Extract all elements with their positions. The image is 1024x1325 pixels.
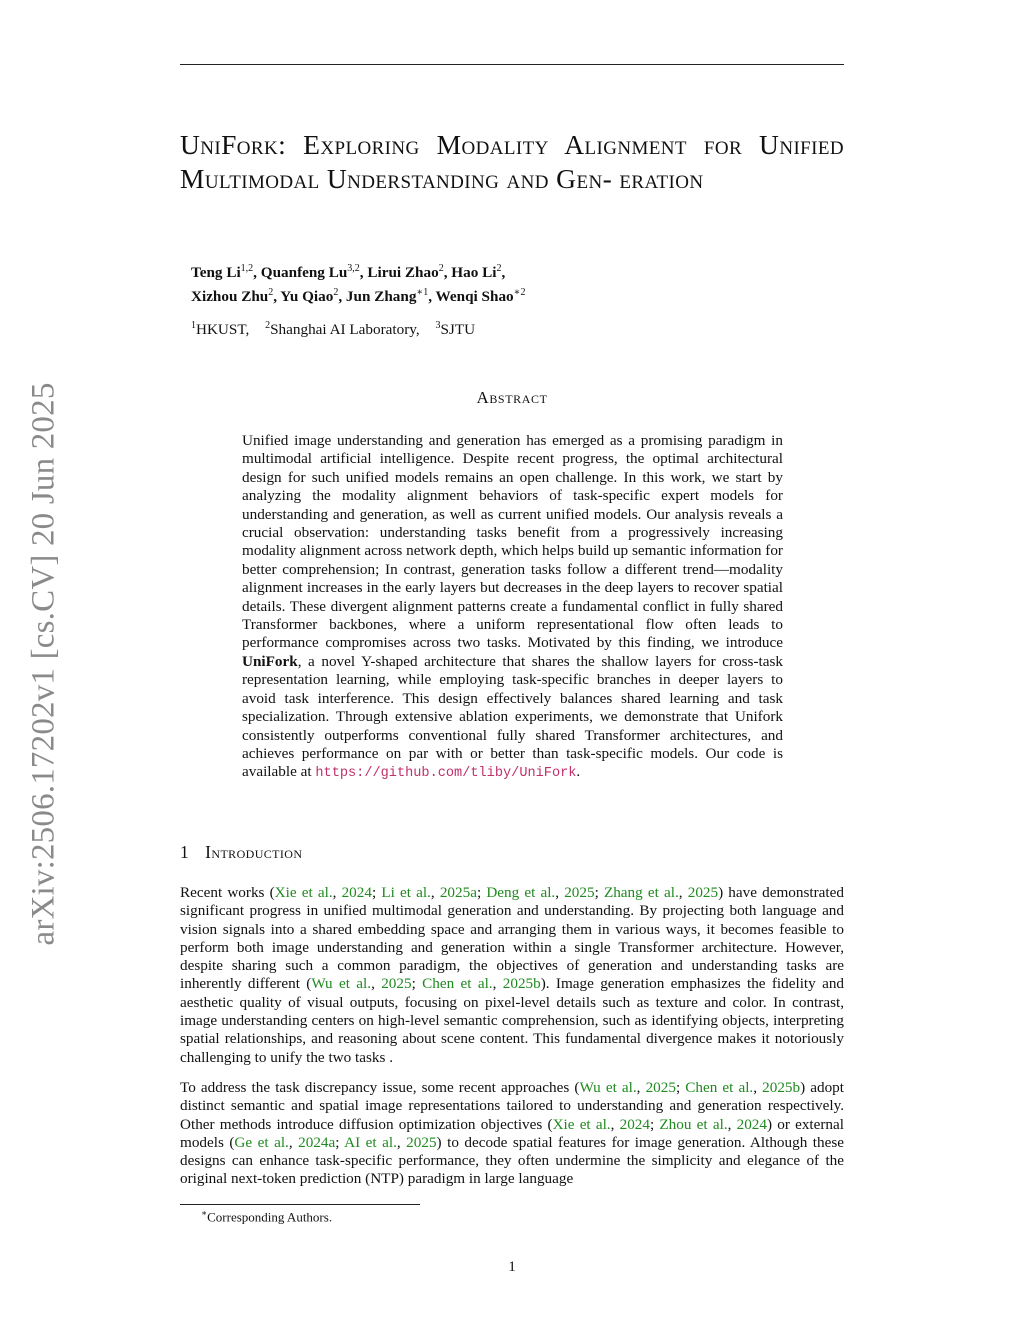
paragraph-text: ; [411, 975, 423, 993]
author-name: Xizhou Zhu [191, 288, 269, 306]
citation-link[interactable]: Xie et al. [552, 1115, 611, 1133]
citation-link[interactable]: 2024 [619, 1115, 650, 1133]
footnote-mark: ∗ [201, 1208, 208, 1218]
section-number: 1 [180, 842, 190, 862]
paragraph-text: , [610, 1115, 620, 1133]
paragraph-text: , [727, 1115, 737, 1133]
citation-link[interactable]: 2025 [564, 884, 595, 901]
paragraph-text: ) or external models ( [180, 1115, 844, 1151]
paragraph-text: ; [649, 1115, 660, 1133]
top-rule [180, 64, 844, 65]
abstract-text: Unified image understanding and generation has emerged as a promising paradigm in multimodal artificial intelligence. Despite recent progress, the optimal architectural design for such unified models remains an open challenge. In this work, we start by analyzing the modality alignment behaviors of task-specific expert models for understanding and generation, as well as current unified models. Our analysis reveals a crucial observation: understanding tasks benefit from a progressively increasing modality alignment across network depth, which helps build up semantic information for better comprehension; In contrast, generation tasks follow a different trend—modality alignment increases in the early layers but decreases in the deep layers to recover spatial details. These divergent alignment patterns create a fundamental conflict in fully shared Transformer backbones, where a uniform representational flow often leads to performance compromises across two tasks. Motivated by this finding, we introduce [242, 432, 783, 652]
author-affil-sup: 2 [333, 287, 339, 299]
citation-link[interactable]: 2025 [645, 1079, 676, 1096]
author-affil-sup: ∗2 [513, 287, 526, 299]
author-name: Hao Li [451, 264, 497, 282]
paragraph-text: , [396, 1133, 407, 1151]
paragraph-text: , [678, 884, 688, 901]
citation-link[interactable]: 2025b [762, 1079, 801, 1096]
affiliation: $^2$Shanghai AI Laboratory, [265, 320, 420, 339]
citation-link[interactable]: 2024a [298, 1133, 336, 1151]
affiliation: $^3$SJTU [435, 320, 476, 339]
paper-title-part1: UniFork: Exploring Modality Alignment for Unified Multimodal Understanding and Gen- [180, 129, 844, 194]
citation-link[interactable]: Zhou et al. [659, 1115, 728, 1133]
footnote [201, 1208, 332, 1225]
paragraph-text: ; [476, 884, 487, 901]
paragraph-text: , [288, 1133, 299, 1151]
footnote-text: Corresponding Authors. [207, 1209, 333, 1225]
model-name-bold: UniFork [242, 652, 298, 670]
paragraph-text: ) adopt distinct semantic and spatial image representations tailored to understanding and generation respectively. Other methods introduce diffusion optimization objectives ( [180, 1079, 844, 1133]
affiliation-list [191, 320, 487, 339]
paragraph-text: , [555, 884, 565, 901]
paragraph-text: , [636, 1079, 646, 1096]
author-name: Wenqi Shao [435, 288, 514, 306]
paragraph-text: , [371, 975, 382, 993]
author-name: Teng Li [191, 264, 241, 282]
author-name: Lirui Zhao [367, 264, 439, 282]
abstract-heading: Abstract [476, 388, 548, 407]
citation-link[interactable]: 2025 [687, 884, 719, 901]
citation-link[interactable]: Ge et al. [234, 1133, 289, 1151]
arxiv-stamp: arXiv:2506.17202v1 [cs.CV] 20 Jun 2025 [25, 382, 62, 946]
citation-link[interactable]: Chen et al. [685, 1079, 754, 1096]
intro-paragraph-1 [180, 884, 844, 1067]
paragraph-text: , [332, 884, 342, 901]
affiliation: $^1$HKUST, [191, 320, 250, 339]
author-list: Teng Li$^{1,2}$, Quanfeng Lu$^{3,2}$, Lirui Zhao$^2$, Hao Li$^2$, Xizhou Zhu$^2$, Yu Qiao$^2$, Jun Zhang$^{∗1}$, Wenqi Shao$^{∗2}$ [191, 263, 526, 306]
author-name: Quanfeng Lu [260, 264, 348, 282]
paper-title-part2: eration [619, 163, 704, 194]
paragraph-text: ; [371, 884, 382, 901]
citation-link[interactable]: 2025 [406, 1133, 437, 1151]
citation-link[interactable]: Xie et al. [274, 884, 333, 901]
intro-paragraph-2 [180, 1079, 844, 1189]
author-name: Jun Zhang [345, 288, 417, 306]
citation-link[interactable]: Wu et al. [579, 1079, 637, 1096]
paragraph-text: ). Image generation emphasizes the fidelity and aesthetic quality of visual outputs, focusing on pixel-level details such as texture and color. In contrast, image understanding centers on high-level semantic comprehension, such as identifying objects, interpreting spatial relationships, and reasoning about scene content. This fundamental divergence makes it notoriously challenging to unify the two tasks . [180, 975, 845, 1066]
page-number: 1 [508, 1258, 516, 1275]
citation-link[interactable]: 2024 [341, 884, 372, 901]
paragraph-text: ; [335, 1133, 345, 1151]
paragraph-text: To address the task discrepancy issue, some recent approaches ( [180, 1079, 580, 1096]
section-heading [180, 842, 302, 863]
citation-link[interactable]: 2025 [381, 975, 412, 993]
author-name: Yu Qiao [280, 288, 334, 306]
author-affil-sup: 2 [496, 263, 502, 274]
author-affil-sup: 2 [438, 263, 444, 274]
code-link[interactable]: https://github.com/tliby/UniFork [315, 766, 577, 782]
paragraph-text: ) to decode spatial features for image generation. Although these designs can enhance task-specific performance, they often undermine the simplicity and elegance of the original next-token prediction (NTP) paradigm in large language [180, 1133, 844, 1188]
citation-link[interactable]: 2025b [502, 975, 541, 993]
section-title: Introduction [205, 842, 303, 862]
paper-title [180, 128, 844, 196]
paragraph-text: ; [675, 1079, 686, 1096]
author-affil-sup: ∗1 [416, 287, 429, 299]
footnote-rule [180, 1204, 420, 1205]
paragraph-text: , [492, 975, 503, 993]
paragraph-text: Recent works ( [180, 884, 275, 901]
author-affil-sup: 1,2 [240, 263, 254, 274]
citation-link[interactable]: 2025a [439, 884, 477, 901]
paragraph-text: ; [594, 884, 604, 901]
citation-link[interactable]: Wu et al. [311, 975, 372, 993]
abstract-body: Unified image understanding and generation has emerged as a promising paradigm in multimodal artificial intelligence. Despite recent progress, the optimal architectural design for such unified models remains an open challenge. In this work, we start by analyzing the modality alignment behaviors of task-specific expert models for understanding and generation, as well as current unified models. Our analysis reveals a crucial observation: understanding tasks benefit from a progressively increasing modality alignment across network depth, which helps build up semantic information for better comprehension; In contrast, generation tasks follow a different trend—modality alignment increases in the early layers but decreases in the deep layers to recover spatial details. These divergent alignment patterns create a fundamental conflict in fully shared Transformer backbones, where a uniform representational flow often leads to performance compromises across two tasks. Motivated by this finding, we introduce UniFork, a novel Y-shaped architecture that shares the shallow layers for cross-task representation learning, while employing task-specific branches in deeper layers to avoid task interference. This design effectively balances shared learning and task specialization. Through extensive ablation experiments, we demonstrate that Unifork consistently outperforms conventional fully shared Transformer architectures, and achieves performance on par with or better than task-specific models. Our code is available at https://github.com/tliby/UniFork. [242, 432, 783, 782]
citation-link[interactable]: AI et al. [344, 1133, 397, 1151]
paragraph-text: , [430, 884, 440, 901]
abstract-text: , a novel Y-shaped architecture that shares the shallow layers for cross-task representation learning, while employing task-specific branches in deeper layers to avoid task interference. This design effectively balances shared learning and task specialization. Through extensive ablation experiments, we demonstrate that Unifork consistently outperforms conventional fully shared Transformer architectures, and achieves performance on par with or better than task-specific models. Our code is available at [242, 652, 783, 781]
citation-link[interactable]: Zhang et al. [603, 884, 679, 901]
citation-link[interactable]: 2024 [736, 1115, 767, 1133]
citation-link[interactable]: Chen et al. [422, 975, 493, 993]
author-affil-sup: 3,2 [347, 263, 360, 274]
paragraph-text: , [753, 1079, 763, 1096]
citation-link[interactable]: Deng et al. [486, 884, 556, 901]
citation-link[interactable]: Li et al. [381, 884, 431, 901]
paragraph-text: ) have demonstrated significant progress in unified multimodal generation and understanding. By projecting both language and vision signals into a shared embedding space and arranging them in various ways, it becomes feasible to perform both image understanding and generation within a single Transformer architecture. However, despite sharing such a common paradigm, the objectives of generation and understanding tasks are inherently different ( [180, 884, 844, 993]
author-affil-sup: 2 [268, 287, 274, 299]
